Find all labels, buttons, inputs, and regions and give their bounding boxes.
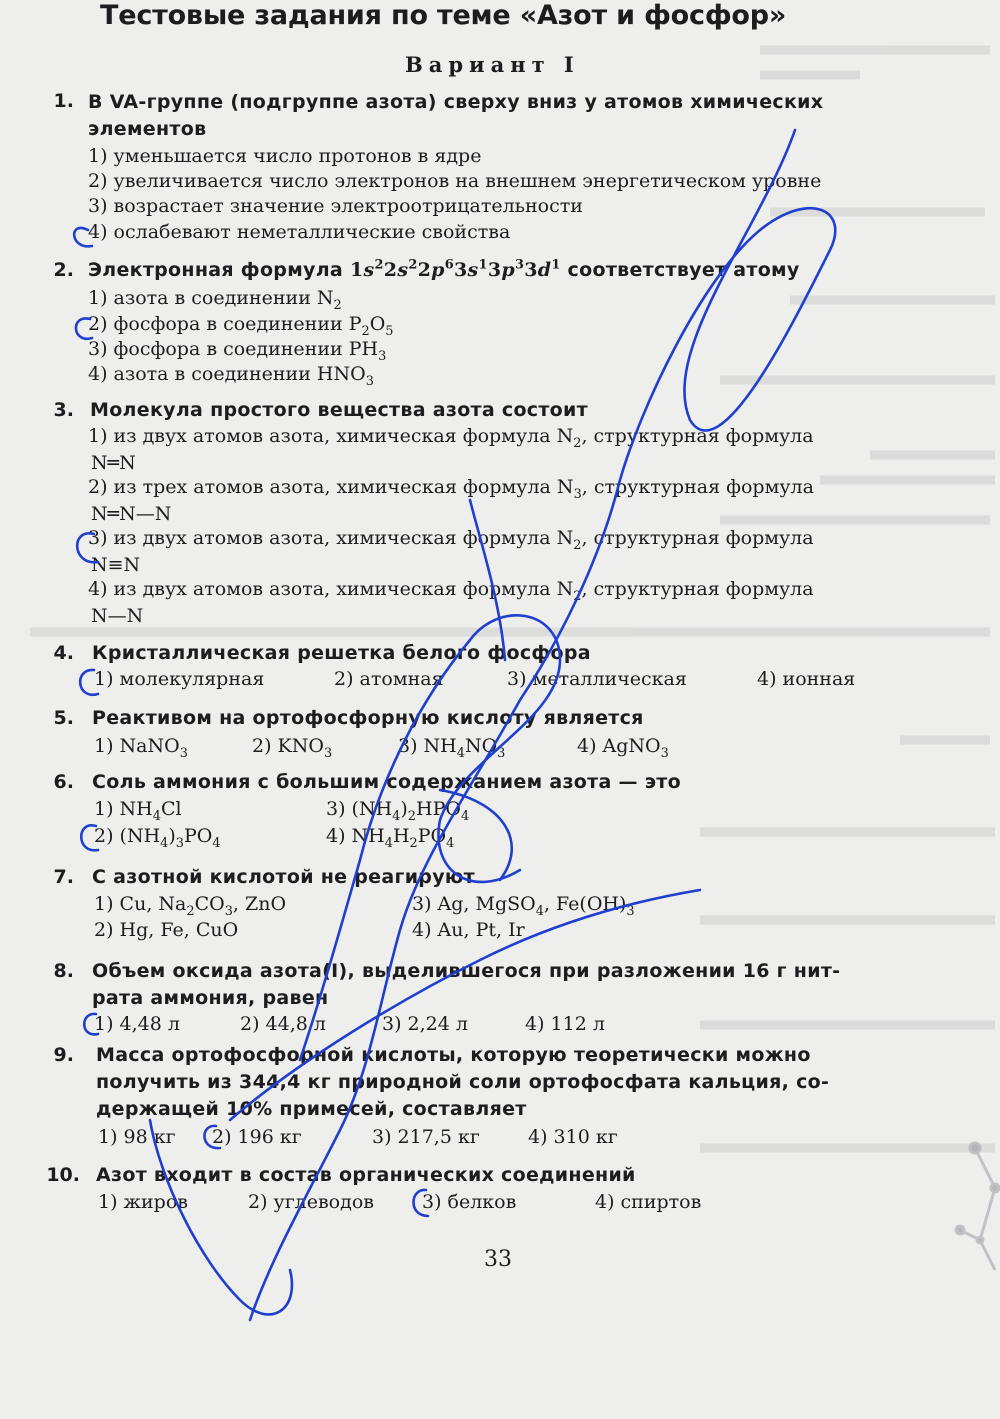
question-text: получить из 344,4 кг природной соли ортофосфата кальция, со- (96, 1071, 830, 1093)
question-number: 4. (53, 642, 74, 664)
answer-option: 4) 310 кг (528, 1126, 618, 1148)
page-header: Тестовые задания по теме «Азот и фосфор» (100, 0, 787, 31)
question-text: Масса ортофосфорной кислоты, которую теоретически можно (96, 1044, 811, 1066)
answer-option: 4) Au, Pt, Ir (412, 919, 525, 941)
structural-formula: N—N (91, 605, 144, 627)
answer-option: 3) 2,24 л (382, 1013, 468, 1035)
question-number: 1. (53, 90, 74, 112)
structural-formula: N═N—N (91, 503, 172, 525)
answer-option: 4) из двух атомов азота, химическая формула $N_2$, структурная формула (88, 578, 814, 604)
answer-option: 2) 196 кг (212, 1126, 302, 1148)
answer-option: 1) $NH_4Cl$ (94, 798, 182, 824)
question-text: рата аммония, равен (92, 987, 329, 1009)
structural-formula: N≡N (91, 554, 141, 576)
answer-option: 3) фосфора в соединении $PH_3$ (88, 338, 387, 364)
answer-option: 2) углеводов (248, 1191, 374, 1213)
question-text: Объем оксида азота(I), выделившегося при разложении 16 г нит- (92, 960, 841, 982)
question-text: Реактивом на ортофосфорную кислоту является (92, 707, 644, 729)
answer-option: 3) $NH_4NO_3$ (398, 735, 506, 761)
variant-title: Вариант I (405, 52, 580, 77)
answer-option: 3) металлическая (507, 668, 687, 690)
answer-option: 2) $(NH_4)_3PO_4$ (94, 825, 221, 851)
question-text: Электронная формула $1s^22s^22p^63s^13p^33d^1$ соответствует атому (88, 257, 800, 281)
answer-option: 2) фосфора в соединении $P_2O_5$ (88, 313, 394, 339)
question-number: 7. (53, 866, 74, 888)
question-number: 5. (53, 707, 74, 729)
question-number: 8. (53, 960, 74, 982)
question-text: Кристаллическая решетка белого фосфора (92, 642, 591, 664)
answer-option: 3) $(NH_4)_2HPO_4$ (326, 798, 470, 824)
answer-option: 3) Ag, MgSO$_4$, $Fe(OH)_3$ (412, 893, 635, 919)
answer-option: 4) ионная (757, 668, 856, 690)
structural-formula: N═N (91, 452, 136, 474)
answer-option: 1) Cu, $Na_2CO_3$, ZnO (94, 893, 287, 919)
question-text: держащей 10% примесей, составляет (96, 1098, 527, 1120)
question-text: Азот входит в состав органических соединений (96, 1164, 636, 1186)
question-text: С азотной кислотой не реагируют (92, 866, 475, 888)
answer-option: 2) увеличивается число электронов на внешнем энергетическом уровне (88, 170, 822, 192)
question-number: 3. (53, 399, 74, 421)
answer-option: 2) атомная (334, 668, 444, 690)
answer-option: 3) 217,5 кг (372, 1126, 480, 1148)
answer-option: 2) $KNO_3$ (252, 735, 333, 761)
answer-option: 1) из двух атомов азота, химическая формула $N_2$, структурная формула (88, 425, 814, 451)
question-text: Соль аммония с большим содержанием азота — это (92, 771, 681, 793)
answer-option: 1) азота в соединении $N_2$ (88, 287, 342, 313)
answer-option: 1) жиров (98, 1191, 188, 1213)
answer-option: 1) NaNO$_3$ (94, 735, 188, 761)
question-number: 10. (46, 1164, 80, 1186)
question-number: 2. (53, 259, 74, 281)
answer-option: 1) молекулярная (94, 668, 265, 690)
answer-option: 4) спиртов (595, 1191, 702, 1213)
question-text: элементов (88, 118, 207, 140)
answer-option: 4) AgNO$_3$ (577, 735, 669, 761)
question-number: 6. (53, 771, 74, 793)
answer-option: 1) 4,48 л (94, 1013, 180, 1035)
answer-option: 1) 98 кг (98, 1126, 176, 1148)
question-number: 9. (53, 1044, 74, 1066)
answer-option: 4) азота в соединении $HNO_3$ (88, 363, 374, 389)
answer-option: 2) 44,8 л (240, 1013, 326, 1035)
question-text: В VA-группе (подгруппе азота) сверху вниз у атомов химических (88, 91, 824, 113)
answer-option: 1) уменьшается число протонов в ядре (88, 145, 482, 167)
answer-option: 3) белков (422, 1191, 517, 1213)
answer-option: 2) Hg, Fe, CuO (94, 919, 239, 941)
question-text: Молекула простого вещества азота состоит (90, 399, 588, 421)
answer-option: 3) из двух атомов азота, химическая формула $N_2$, структурная формула (88, 527, 814, 553)
answer-option: 4) $NH_4H_2PO_4$ (326, 825, 455, 851)
page-number: 33 (484, 1247, 512, 1272)
answer-option: 4) ослабевают неметаллические свойства (88, 221, 511, 243)
answer-option: 4) 112 л (525, 1013, 605, 1035)
answer-option: 2) из трех атомов азота, химическая формула $N_3$, структурная формула (88, 476, 814, 502)
answer-option: 3) возрастает значение электроотрицательности (88, 195, 583, 217)
